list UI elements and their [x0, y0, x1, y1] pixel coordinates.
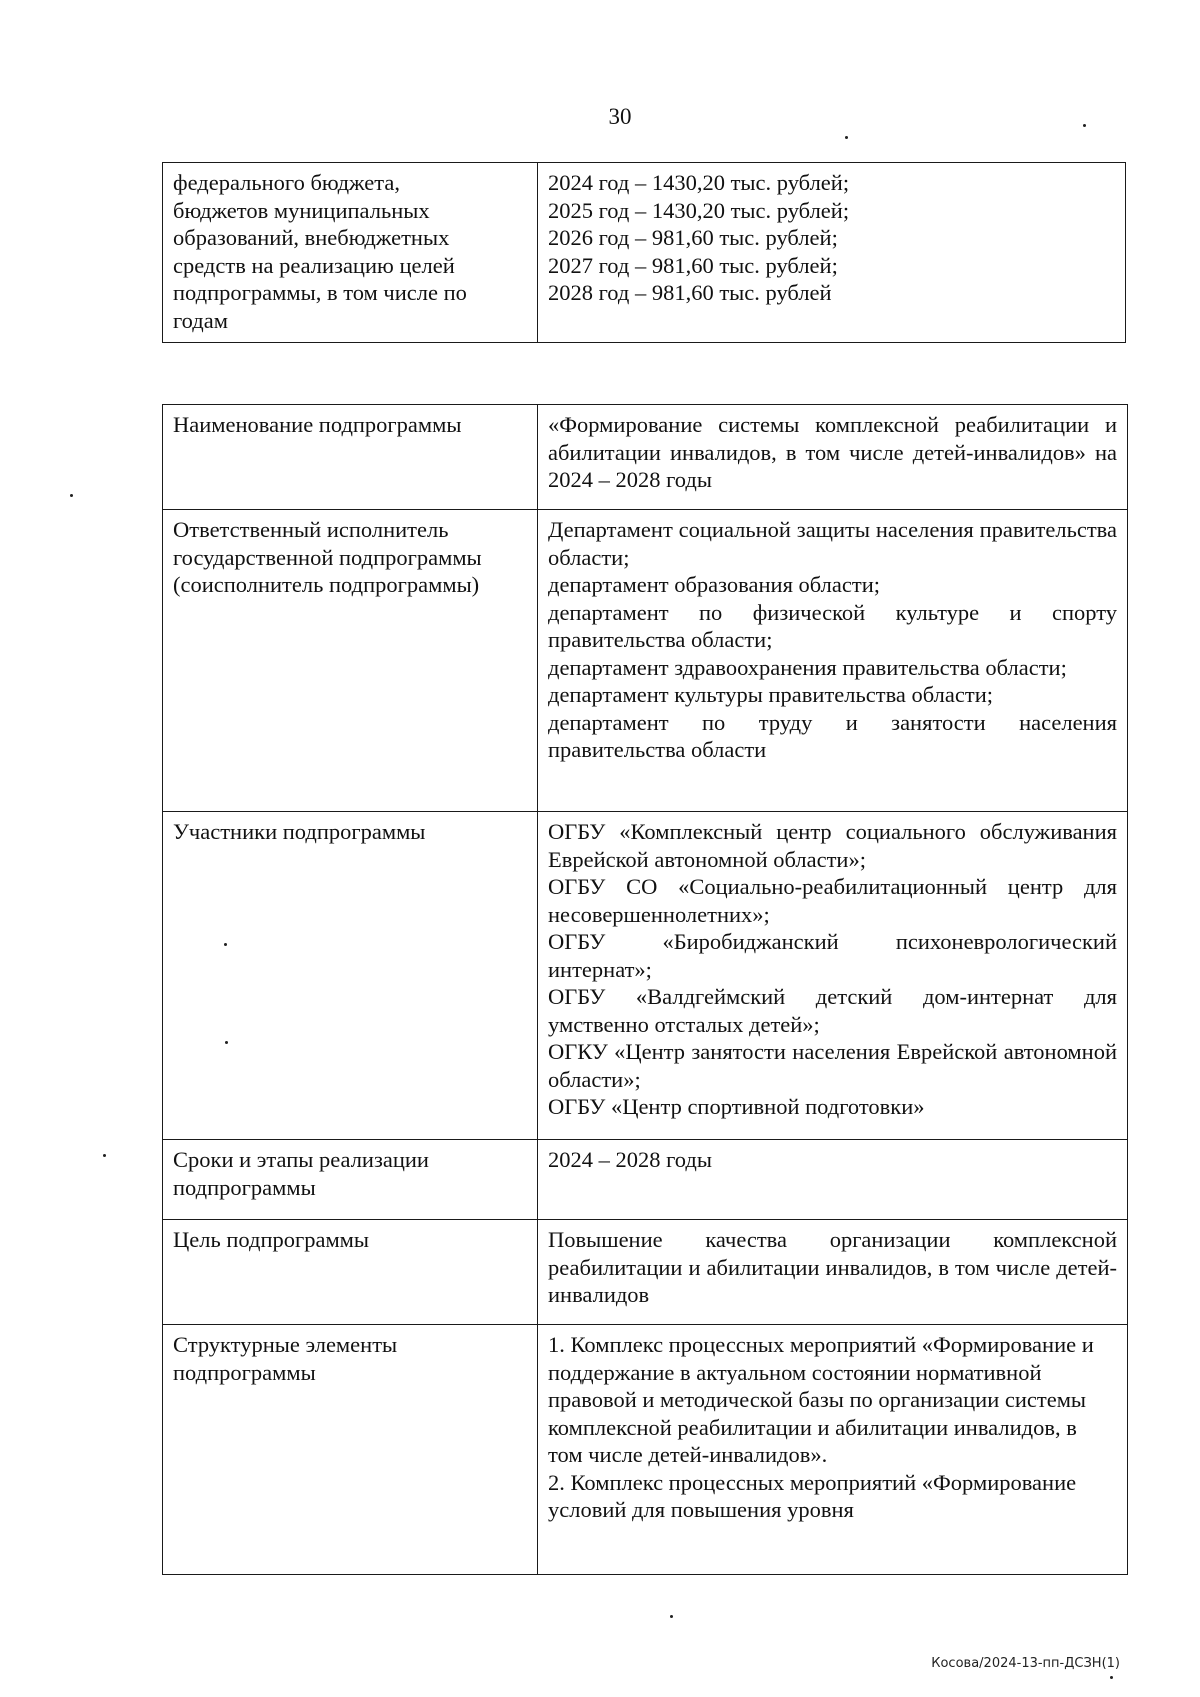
participant-line: ОГБУ «Валдгеймский детский дом-интернат для умственно отсталых детей»; [548, 984, 1117, 1037]
row-label: Структурные элементы подпрограммы [163, 1325, 538, 1575]
table-row [163, 1325, 1128, 1575]
subprogram-passport-table [162, 404, 1128, 1575]
row-value: «Формирование системы комплексной реабилитации и абилитации инвалидов, в том числе детей-инвалидов» на 2024 – 2028 годы [538, 405, 1128, 510]
executor-line: департамент по труду и занятости населения правительства области [548, 709, 1117, 762]
table-row [163, 163, 1126, 343]
participant-line: ОГБУ «Комплексный центр социального обслуживания Еврейской автономной области»; [548, 819, 1117, 872]
scan-speck [845, 136, 848, 139]
financing-value-cell [538, 163, 1126, 343]
executor-line: департамент образования области; [548, 572, 881, 597]
scan-speck [70, 494, 73, 497]
executor-line: Департамент социальной защиты населения правительства области; [548, 517, 1117, 570]
row-value [538, 1325, 1128, 1575]
document-reference: Косова/2024-13-пп-ДСЗН(1) [931, 1656, 1120, 1671]
executor-line: департамент культуры правительства области; [548, 682, 993, 707]
row-label: Сроки и этапы реализации подпрограммы [163, 1140, 538, 1220]
row-value: 2024 – 2028 годы [538, 1140, 1128, 1220]
label-line: федерального бюджета, [173, 170, 400, 195]
label-line: подпрограммы, в том числе по [173, 280, 467, 305]
table-row [163, 405, 1128, 510]
row-value: Повышение качества организации комплексной реабилитации и абилитации инвалидов, в том числе детей-инвалидов [538, 1220, 1128, 1325]
scan-speck [1083, 124, 1086, 127]
year-amount: 2026 год – 981,60 тыс. рублей; [548, 225, 838, 250]
structural-element: 1. Комплекс процессных мероприятий «Формирование и поддержание в актуальном состоянии нормативной правовой и методической базы по организации системы комплексной реабилитации и абилитации инвалидов, в том числе детей-инвалидов». [548, 1332, 1094, 1467]
page-number: 30 [608, 104, 632, 129]
participant-line: ОГБУ «Биробиджанский психоневрологический интернат»; [548, 929, 1117, 982]
row-value [538, 812, 1128, 1140]
year-amount: 2028 год – 981,60 тыс. рублей [548, 280, 832, 305]
table-row [163, 1140, 1128, 1220]
table-row [163, 510, 1128, 812]
participant-line: ОГБУ «Центр спортивной подготовки» [548, 1094, 925, 1119]
year-amount: 2027 год – 981,60 тыс. рублей; [548, 252, 838, 278]
scan-speck [1110, 1676, 1113, 1679]
scan-speck [670, 1615, 673, 1618]
financing-label-cell [163, 163, 538, 343]
row-label: Ответственный исполнитель государственной подпрограммы (соисполнитель подпрограммы) [163, 510, 538, 812]
scan-speck [225, 1041, 228, 1044]
row-label: Цель подпрограммы [163, 1220, 538, 1325]
label-line: образований, внебюджетных [173, 225, 450, 250]
table-row [163, 1220, 1128, 1325]
financing-table [162, 162, 1126, 343]
row-label: Участники подпрограммы [163, 812, 538, 1140]
scan-speck [103, 1154, 106, 1157]
row-label: Наименование подпрограммы [163, 405, 538, 510]
executor-line: департамент здравоохранения правительства области; [548, 654, 1067, 680]
scan-speck [224, 943, 227, 946]
structural-element: 2. Комплекс процессных мероприятий «Формирование условий для повышения уровня [548, 1469, 1077, 1522]
label-line: средств на реализацию целей [173, 252, 455, 278]
executor-line: департамент по физической культуре и спорту правительства области; [548, 599, 1117, 652]
participant-line: ОГКУ «Центр занятости населения Еврейской автономной области»; [548, 1039, 1117, 1092]
label-line: годам [173, 307, 228, 333]
year-amount: 2025 год – 1430,20 тыс. рублей; [548, 197, 850, 223]
row-value [538, 510, 1128, 812]
participant-line: ОГБУ СО «Социально-реабилитационный центр для несовершеннолетних»; [548, 874, 1117, 927]
table-row [163, 812, 1128, 1140]
year-amount: 2024 год – 1430,20 тыс. рублей; [548, 170, 850, 195]
label-line: бюджетов муниципальных [173, 197, 430, 223]
